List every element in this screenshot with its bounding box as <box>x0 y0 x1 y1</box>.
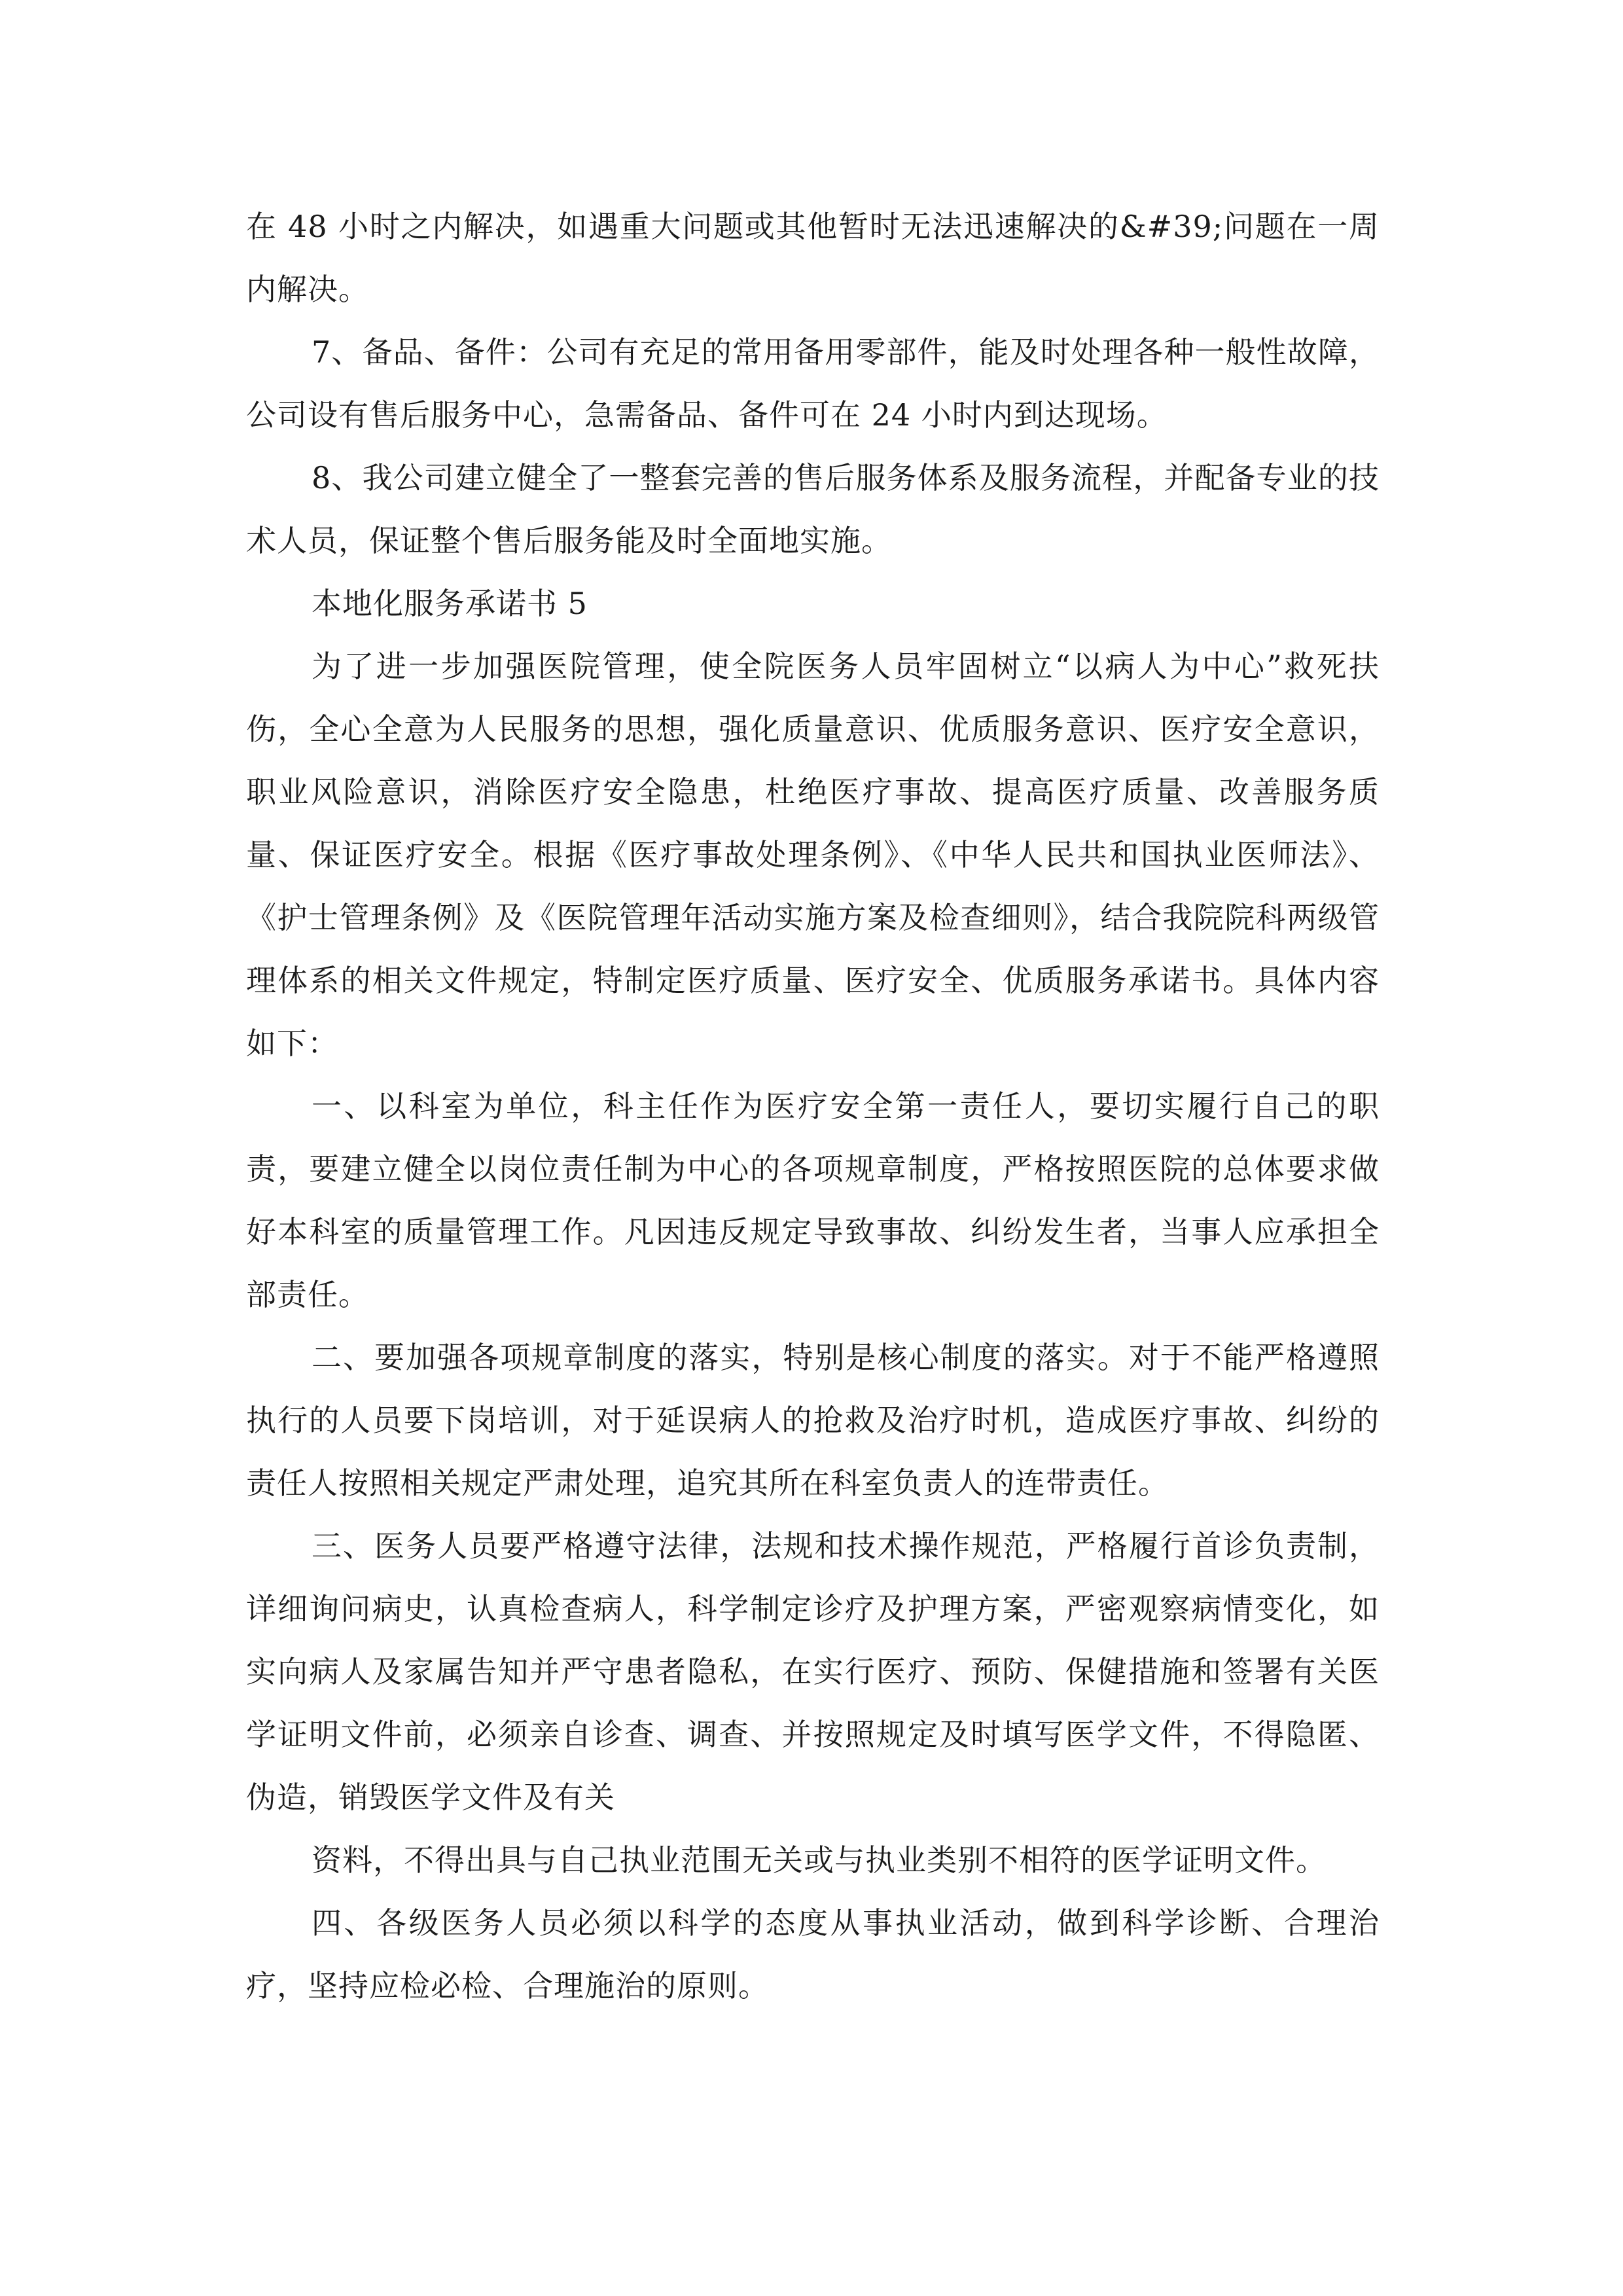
section-heading: 本地化服务承诺书 5 <box>312 586 588 621</box>
paragraph-spare-parts: 7、备品、备件：公司有充足的常用备用零部件，能及时处理各种一般性故障，公司设有售后服务中心，急需备品、备件可在 24 小时内到达现场。 <box>246 334 1380 433</box>
paragraph-item-three: 三、医务人员要严格遵守法律，法规和技术操作规范，严格履行首诊负责制，详细询问病史，认真检查病人，科学制定诊疗及护理方案，严密观察病情变化，如实向病人及家属告知并严守患者隐私，在实行医疗、预防、保健措施和签署有关医学证明文件前，必须亲自诊查、调查、并按照规定及时填写医学文件，不得隐匿、伪造，销毁医学文件及有关 <box>246 1528 1380 1815</box>
paragraph-item-four: 四、各级医务人员必须以科学的态度从事执业活动，做到科学诊断、合理治疗，坚持应检必检、合理施治的原则。 <box>246 1905 1380 2003</box>
paragraph-service-system: 8、我公司建立健全了一整套完善的售后服务体系及服务流程，并配备专业的技术人员，保证整个售后服务能及时全面地实施。 <box>246 460 1380 558</box>
paragraph-item-three-continued: 资料，不得出具与自己执业范围无关或与执业类别不相符的医学证明文件。 <box>312 1842 1327 1878</box>
paragraph-introduction: 为了进一步加强医院管理，使全院医务人员牢固树立“以病人为中心”救死扶伤，全心全意为人民服务的思想，强化质量意识、优质服务意识、医疗安全意识，职业风险意识，消除医疗安全隐患，杜绝医疗事故、提高医疗质量、改善服务质量、保证医疗安全。根据《医疗事故处理条例》、《中华人民共和国执业医师法》、《护士管理条例》及《医院管理年活动实施方案及检查细则》，结合我院院科两级管理体系的相关文件规定，特制定医疗质量、医疗安全、优质服务承诺书。具体内容如下： <box>246 649 1380 1061</box>
paragraph-item-one: 一、以科室为单位，科主任作为医疗安全第一责任人，要切实履行自己的职责，要建立健全以岗位责任制为中心的各项规章制度，严格按照医院的总体要求做好本科室的质量管理工作。凡因违反规定导致事故、纠纷发生者，当事人应承担全部责任。 <box>246 1088 1380 1312</box>
document-body <box>246 195 1380 2017</box>
paragraph-item-two: 二、要加强各项规章制度的落实，特别是核心制度的落实。对于不能严格遵照执行的人员要下岗培训，对于延误病人的抢救及治疗时机，造成医疗事故、纠纷的责任人按照相关规定严肃处理，追究其所在科室负责人的连带责任。 <box>246 1340 1380 1501</box>
paragraph-continuation: 在 48 小时之内解决，如遇重大问题或其他暂时无法迅速解决的&#39;问题在一周内解决。 <box>246 209 1380 307</box>
